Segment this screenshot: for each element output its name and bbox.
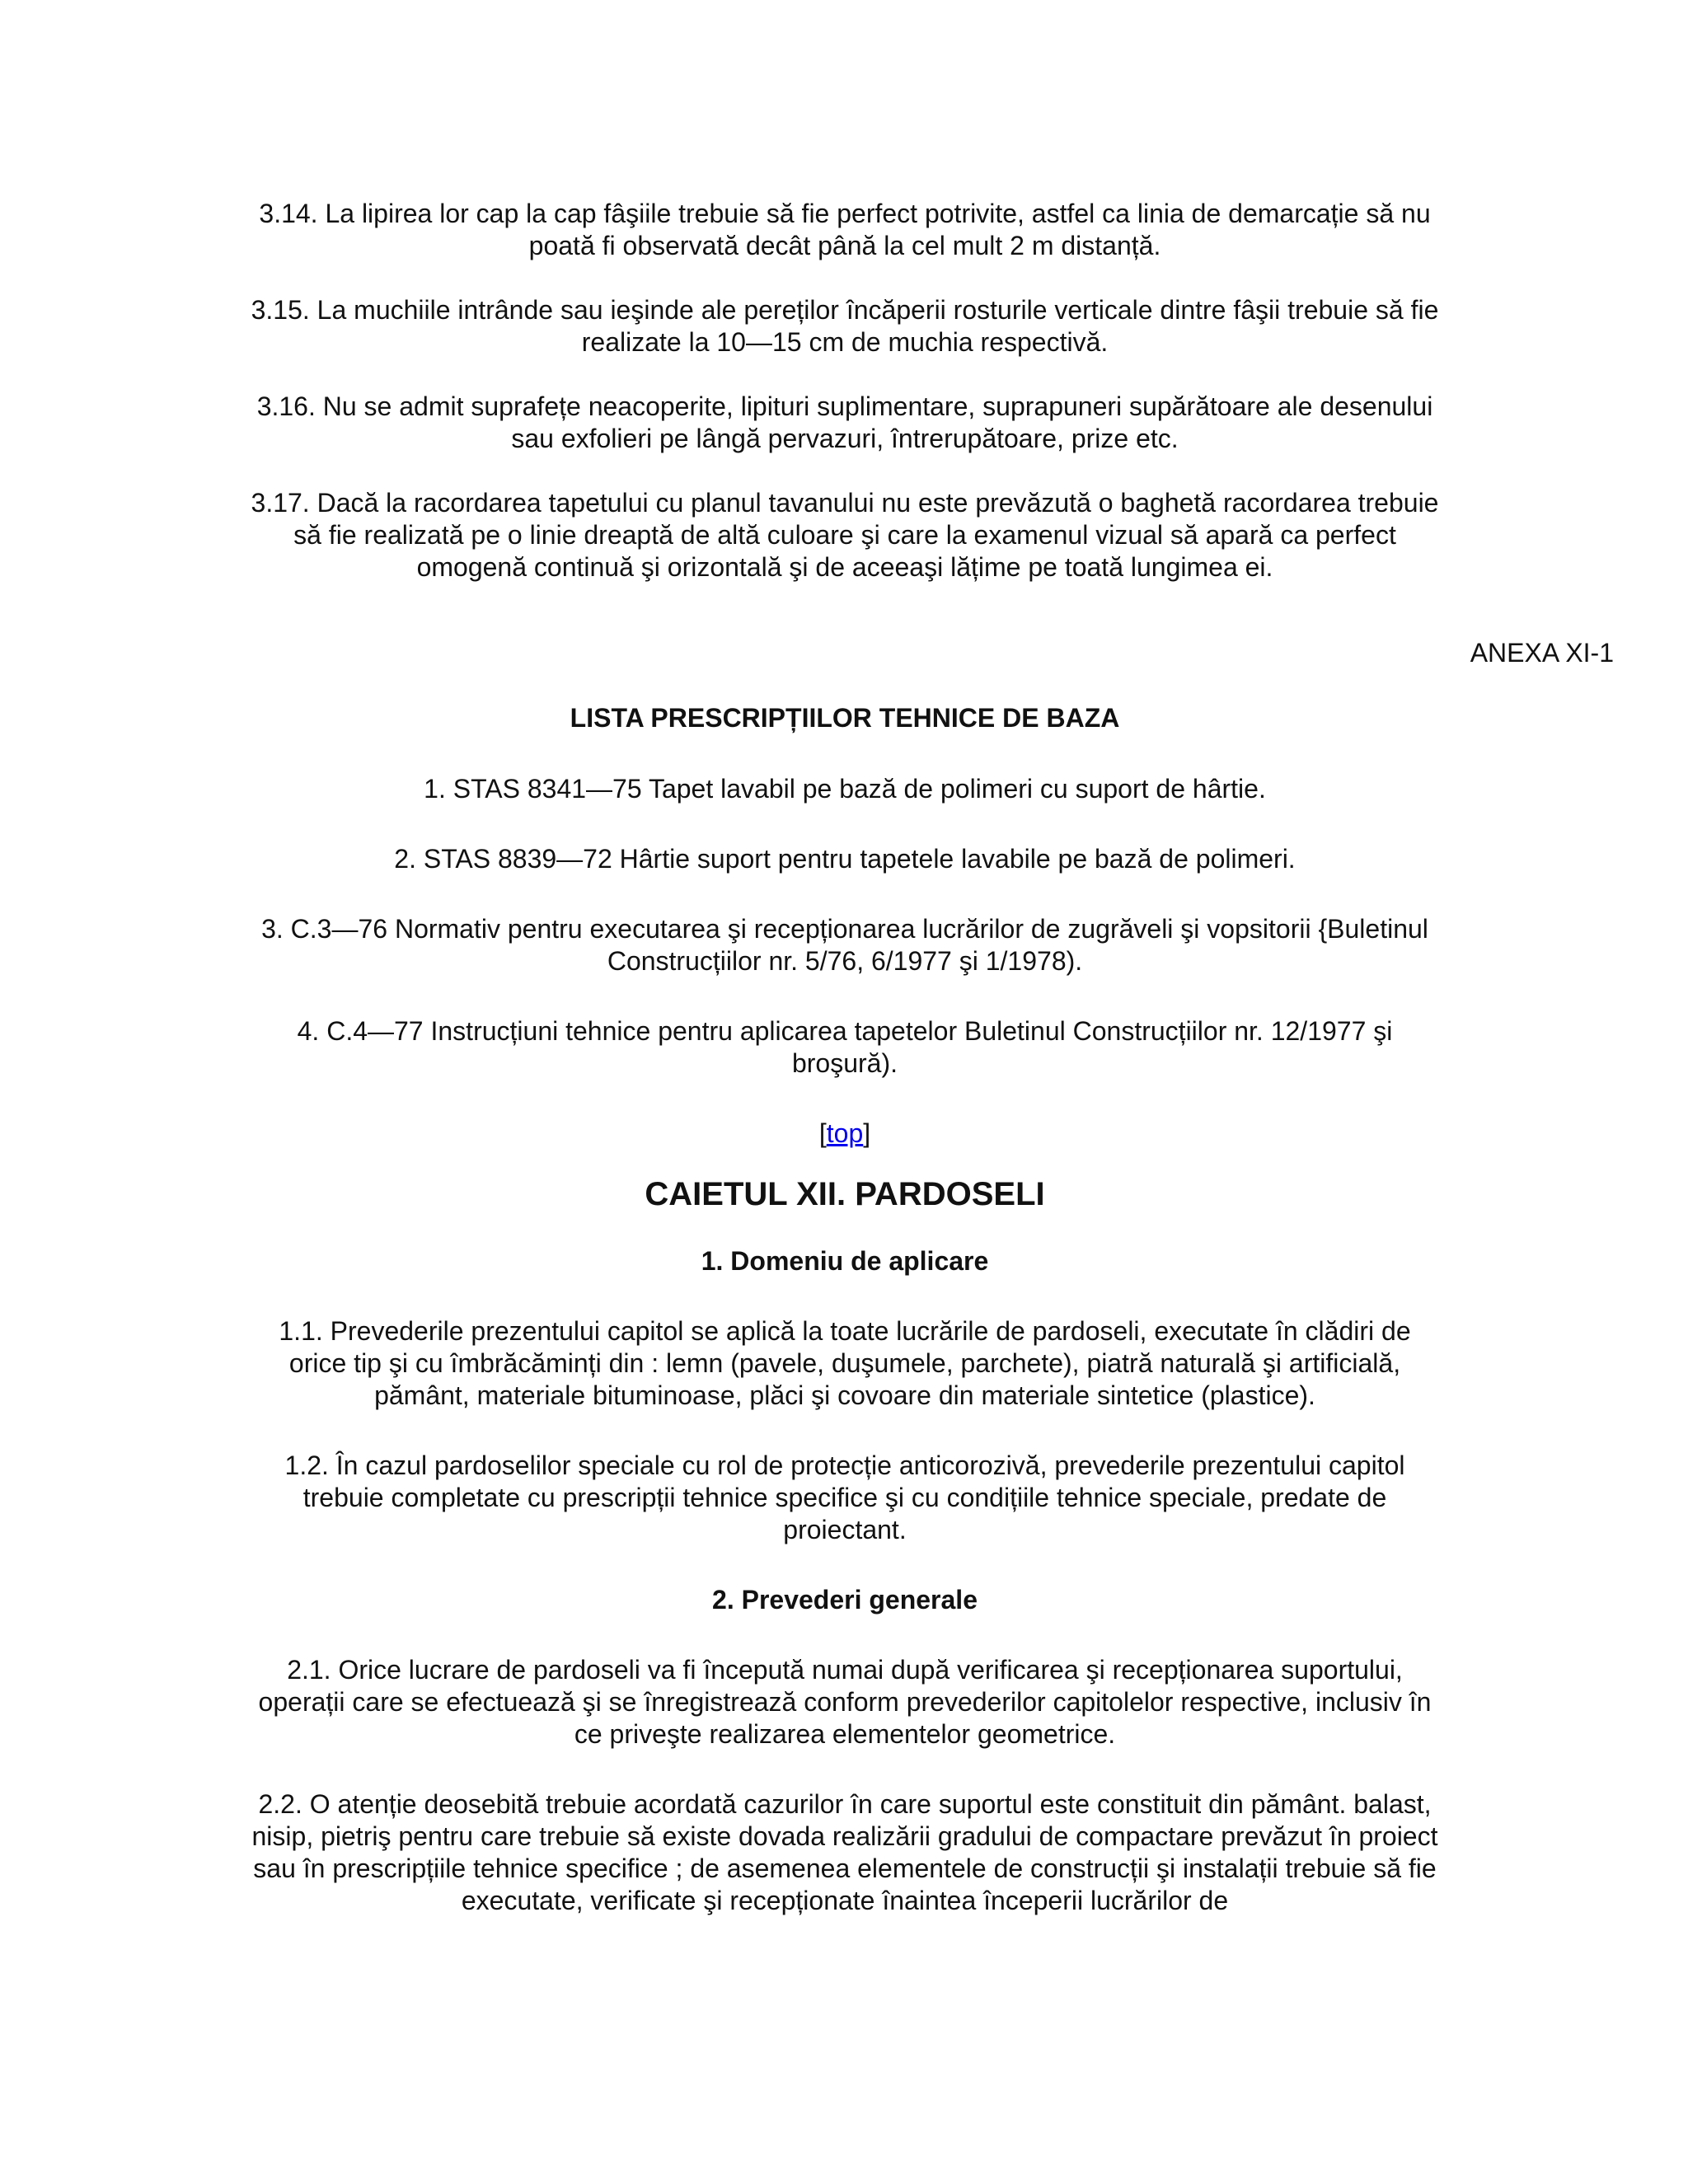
top-link[interactable]: top bbox=[826, 1118, 864, 1148]
document-body bbox=[247, 198, 1442, 1917]
annex-label: ANEXA XI-1 bbox=[1470, 638, 1614, 668]
list-title: LISTA PRESCRIPȚIILOR TEHNICE DE BAZA bbox=[570, 703, 1120, 733]
chapter-title: CAIETUL XII. PARDOSELI bbox=[645, 1176, 1045, 1212]
section-1-heading: 1. Domeniu de aplicare bbox=[701, 1246, 989, 1276]
paragraph-1-1: 1.1. Prevederile prezentului capitol se aplică la toate lucrările de pardoseli, executate în clădiri de orice tip şi cu îmbrăcăminți din : lemn (pavele, duşumele, parchete), piatră naturală şi artificială, pământ, materiale bituminoase, plăci şi covoare din materiale sintetice (plastice). bbox=[279, 1316, 1411, 1410]
paragraph-2-2: 2.2. O atenție deosebită trebuie acordată cazurilor în care suportul este constituit din pământ. balast, nisip, pietriş pentru care trebuie să existe dovada realizării gradului de compactare prevăzut în proiect sau în prescripțiile tehnice specifice ; de asemenea elementele de construcții şi instalații trebuie să fie executate, verificate şi recepționate înaintea începerii lucrărilor de bbox=[251, 1789, 1438, 1915]
top-link-line bbox=[247, 1118, 1442, 1150]
paragraph-1-2: 1.2. În cazul pardoselilor speciale cu rol de protecție anticorozivă, prevederile prezentului capitol trebuie completate cu prescripții tehnice specifice şi cu condițiile tehnice speciale, predate de proiectant. bbox=[284, 1451, 1405, 1544]
paragraph-3-15: 3.15. La muchiile intrânde sau ieşinde ale pereților încăperii rosturile verticale dintre fâşii trebuie să fie realizate la 10—15 cm de muchia respectivă. bbox=[251, 295, 1439, 357]
paragraph-3-16: 3.16. Nu se admit suprafețe neacoperite, lipituri suplimentare, suprapuneri supărătoare ale desenului sau exfolieri pe lângă pervazuri, întrerupătoare, prize etc. bbox=[256, 391, 1433, 453]
paragraph-3-14: 3.14. La lipirea lor cap la cap fâşiile trebuie să fie perfect potrivite, astfel ca linia de demarcație să nu poată fi observată decât până la cel mult 2 m distanță. bbox=[259, 199, 1431, 260]
top-link-open-bracket: [ bbox=[818, 1118, 827, 1148]
list-item-3: 3. C.3—76 Normativ pentru executarea şi recepționarea lucrărilor de zugrăveli şi vopsitorii {Buletinul Construcțiilor nr. 5/76, 6/1977 şi 1/1978). bbox=[261, 914, 1428, 976]
list-item-2: 2. STAS 8839—72 Hârtie suport pentru tapetele lavabile pe bază de polimeri. bbox=[394, 844, 1296, 874]
annex-spacer bbox=[247, 583, 1442, 702]
list-item-4: 4. C.4—77 Instrucțiuni tehnice pentru aplicarea tapetelor Buletinul Construcțiilor nr. 12/1977 şi broşură). bbox=[297, 1016, 1393, 1078]
top-link-close-bracket: ] bbox=[863, 1118, 871, 1148]
paragraph-2-1: 2.1. Orice lucrare de pardoseli va fi începută numai după verificarea şi recepționarea suportului, operații care se efectuează şi se înregistrează conform prevederilor capitolelor respective, inclusiv în ce priveşte realizarea elementelor geometrice. bbox=[258, 1655, 1432, 1749]
paragraph-3-17: 3.17. Dacă la racordarea tapetului cu planul tavanului nu este prevăzută o baghetă racordarea trebuie să fie realizată pe o linie dreaptă de altă culoare şi care la examenul vizual să apară ca perfect omogenă continuă şi orizontală şi de aceeaşi lățime pe toată lungimea ei. bbox=[251, 488, 1439, 582]
section-2-heading: 2. Prevederi generale bbox=[712, 1585, 978, 1615]
list-item-1: 1. STAS 8341—75 Tapet lavabil pe bază de polimeri cu suport de hârtie. bbox=[424, 774, 1266, 804]
